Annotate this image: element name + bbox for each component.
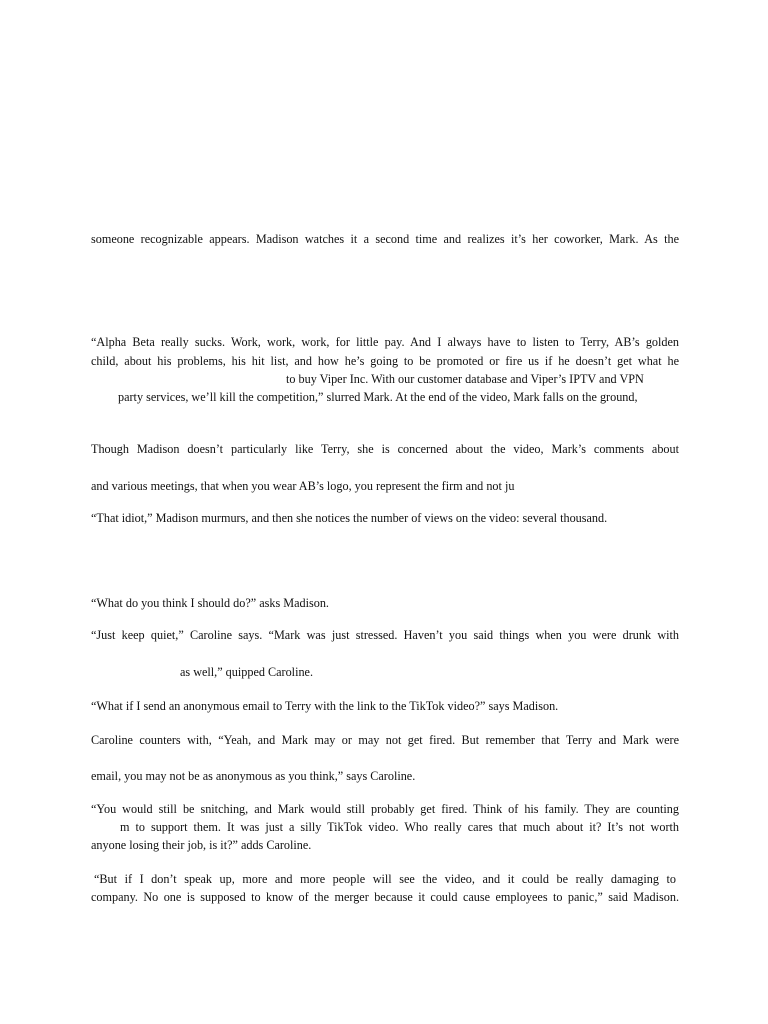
- paragraph-line: anyone losing their job, is it?” adds Caroline.: [91, 838, 312, 852]
- paragraph-line: email, you may not be as anonymous as you think,” says Caroline.: [91, 769, 416, 783]
- paragraph-line: “What do you think I should do?” asks Madison.: [91, 596, 329, 610]
- paragraph-line: to buy Viper Inc. With our customer database and Viper’s IPTV and VPN: [286, 372, 644, 386]
- paragraph-line: “Just keep quiet,” Caroline says. “Mark was just stressed. Haven’t you said things when you were drunk with: [91, 628, 679, 642]
- paragraph-line: Though Madison doesn’t particularly like Terry, she is concerned about the video, Mark’s comments about: [91, 442, 679, 456]
- paragraph-line: company. No one is supposed to know of the merger because it could cause employees to panic,” said Madison.: [91, 890, 679, 904]
- paragraph-line: “But if I don’t speak up, more and more people will see the video, and it could be really damaging to: [94, 872, 676, 886]
- paragraph-line: “You would still be snitching, and Mark would still probably get fired. Think of his family. They are counting: [91, 802, 679, 816]
- paragraph-line: child, about his problems, his hit list, and how he’s going to be promoted or fire us if he doesn’t get what he: [91, 354, 679, 368]
- paragraph-line: “That idiot,” Madison murmurs, and then she notices the number of views on the video: several thousand.: [91, 511, 608, 525]
- paragraph-line: “Alpha Beta really sucks. Work, work, work, for little pay. And I always have to listen to Terry, AB’s golden: [91, 335, 679, 349]
- paragraph-line: as well,” quipped Caroline.: [180, 665, 314, 679]
- paragraph-line: party services, we’ll kill the competition,” slurred Mark. At the end of the video, Mark falls on the ground,: [118, 390, 638, 404]
- paragraph-line: and various meetings, that when you wear AB’s logo, you represent the firm and not ju: [91, 479, 515, 493]
- paragraph-line: someone recognizable appears. Madison watches it a second time and realizes it’s her coworker, Mark. As the: [91, 232, 679, 246]
- paragraph-line: m to support them. It was just a silly TikTok video. Who really cares that much about it? It’s not worth: [120, 820, 679, 834]
- paragraph-line: “What if I send an anonymous email to Terry with the link to the TikTok video?” says Madison.: [91, 699, 559, 713]
- paragraph-line: Caroline counters with, “Yeah, and Mark may or may not get fired. But remember that Terry and Mark were: [91, 733, 679, 747]
